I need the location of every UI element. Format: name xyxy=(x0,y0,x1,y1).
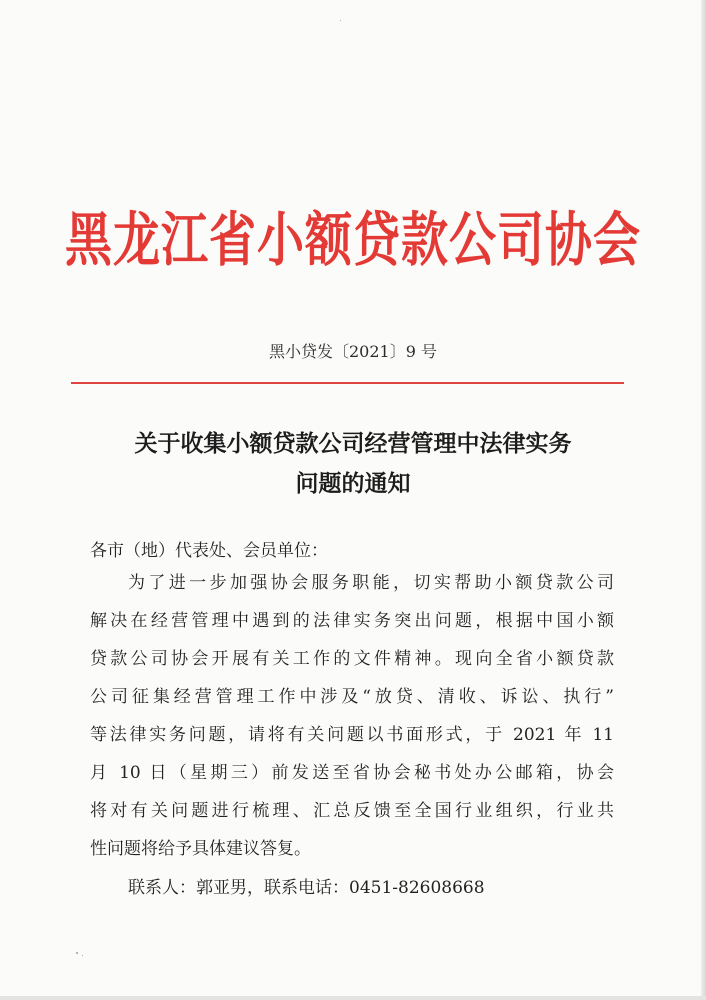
body-line-6: 月 10 日（星期三）前发送至省协会秘书处办公邮箱，协会 xyxy=(90,763,614,783)
body-line-2: 解决在经营管理中遇到的法律实务突出问题，根据中国小额 xyxy=(90,611,614,631)
body-line-3: 贷款公司协会开展有关工作的文件精神。现向全省小额贷款 xyxy=(90,649,614,669)
scan-speck xyxy=(340,20,341,21)
body-line-5: 等法律实务问题，请将有关问题以书面形式，于 2021 年 11 xyxy=(90,725,614,745)
scan-speck xyxy=(82,955,83,956)
organization-title: 黑龙江省小额贷款公司协会 xyxy=(65,206,641,275)
notice-title-line-2: 问题的通知 xyxy=(295,470,411,497)
salutation: 各市（地）代表处、会员单位： xyxy=(90,541,328,561)
body-line-8: 性问题将给予具体建议答复。 xyxy=(90,839,311,859)
body-line-1: 为了进一步加强协会服务职能，切实帮助小额贷款公司 xyxy=(128,573,614,593)
notice-title-line-1: 关于收集小额贷款公司经营管理中法律实务 xyxy=(134,430,572,457)
page-bottom-edge xyxy=(0,996,706,1000)
contact-info: 联系人：郭亚男，联系电话：0451-82608668 xyxy=(128,878,485,898)
document-number: 黑小贷发〔2021〕9 号 xyxy=(269,342,437,361)
red-header-divider xyxy=(71,382,624,384)
body-line-4: 公司征集经营管理工作中涉及“放贷、清收、诉讼、执行” xyxy=(90,687,614,707)
notice-title xyxy=(0,424,706,504)
body-line-7: 将对有关问题进行梳理、汇总反馈至全国行业组织，行业共 xyxy=(90,801,614,821)
scan-speck xyxy=(76,952,78,954)
